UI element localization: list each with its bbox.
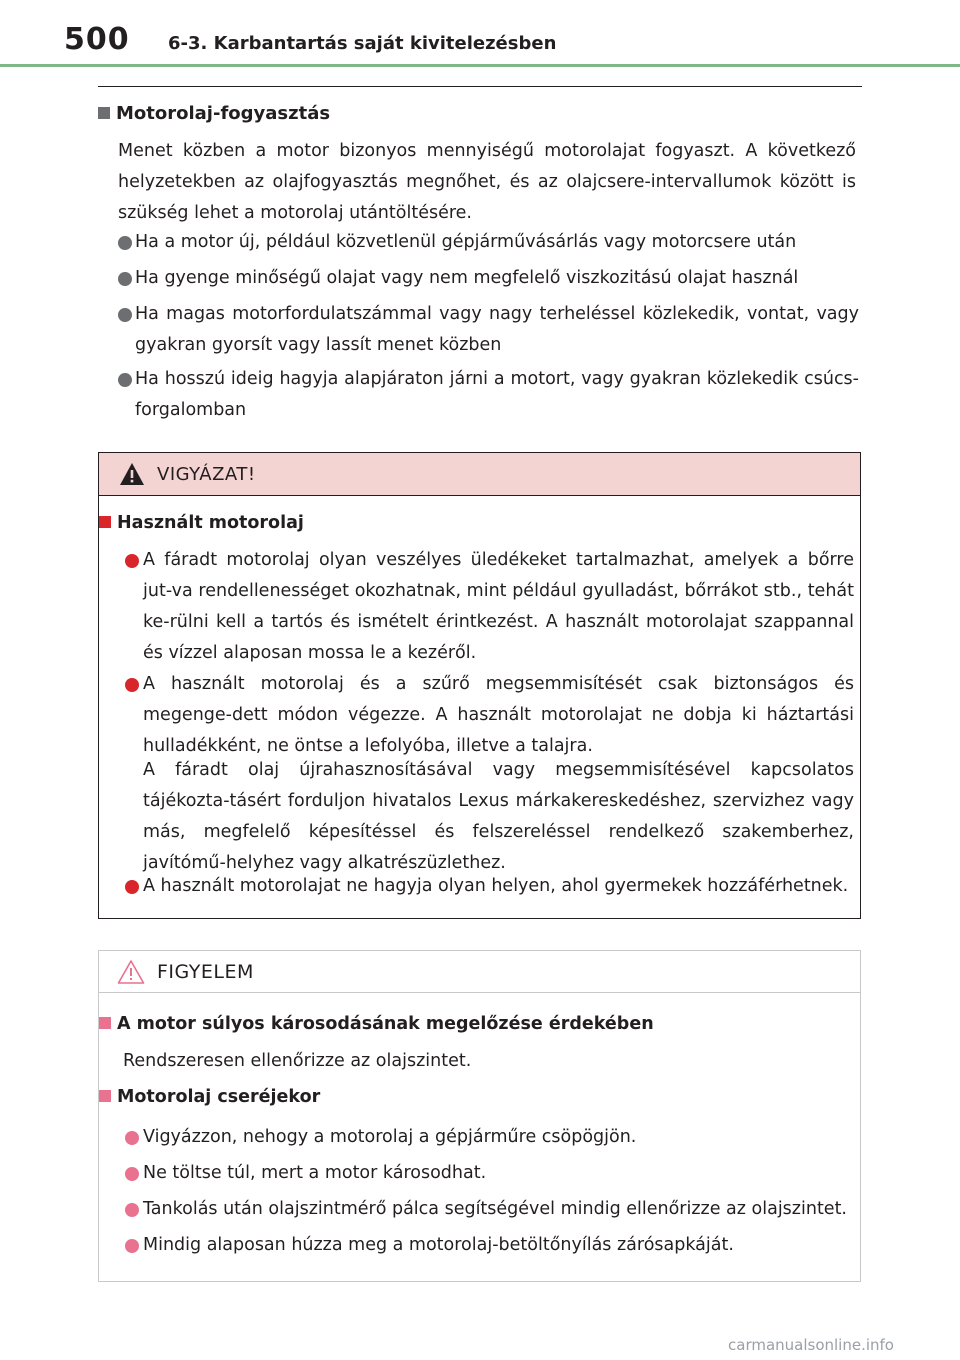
chapter-title: 6-3. Karbantartás saját kivitelezésben xyxy=(168,33,557,54)
list-item: Ha hosszú ideig hagyja alapjáraton járni a motort, vagy gyakran közlekedik csúcs-forgalomban xyxy=(135,369,859,420)
list-item: Ha a motor új, például közvetlenül gépjárművásárlás vagy motorcsere után xyxy=(135,232,797,252)
list-item: Mindig alaposan húzza meg a motorolaj-betöltőnyílás zárósapkáját. xyxy=(143,1235,734,1255)
bullet-dot-icon xyxy=(118,373,132,387)
header-rule xyxy=(0,64,960,67)
square-bullet-icon xyxy=(99,1090,111,1102)
notice-box xyxy=(98,950,861,1282)
notice-header xyxy=(99,951,860,993)
warning-header xyxy=(99,453,860,496)
bullet-dot-icon xyxy=(125,554,139,568)
notice-subheading: Motorolaj cseréjekor xyxy=(99,1087,320,1107)
bullet-dot-icon xyxy=(125,880,139,894)
bullet-dot-icon xyxy=(125,1239,139,1253)
content-divider xyxy=(98,86,862,87)
square-bullet-icon xyxy=(99,516,111,528)
bullet-dot-icon xyxy=(118,236,132,250)
warning-title: VIGYÁZAT! xyxy=(157,464,256,485)
bullet-dot-icon xyxy=(125,1131,139,1145)
warning-triangle-icon xyxy=(119,462,145,486)
watermark: carmanualsonline.info xyxy=(728,1336,894,1354)
notice-subheading: A motor súlyos károsodásának megelőzése érdekében xyxy=(99,1014,654,1034)
list-item: A fáradt motorolaj olyan veszélyes üledékeket tartalmazhat, amelyek a bőrre jut-va rendellenességet okozhatnak, mint például gyulladást, bőrrákot stb., tehát ke-rülni kell a tartós és ismételt érintkezést. A használt motorolajat szappannal és vízzel alaposan mossa le a kezéről. xyxy=(143,550,854,663)
list-item-continuation: A fáradt olaj újrahasznosításával vagy megsemmisítésével kapcsolatos tájékozta-tásért forduljon hivatalos Lexus márkakereskedéshez, szervizhez vagy más, megfelelő képesítéssel és felszereléssel rendelkező szakemberhez, javítómű-helyhez vagy alkatrészüzlethez. xyxy=(143,760,854,873)
list-item: A használt motorolajat ne hagyja olyan helyen, ahol gyermekek hozzáférhetnek. xyxy=(143,876,849,896)
list-item: Tankolás után olajszintmérő pálca segítségével mindig ellenőrizze az olajszintet. xyxy=(143,1199,847,1219)
caution-triangle-icon xyxy=(117,959,145,985)
notice-text: Rendszeresen ellenőrizze az olajszintet. xyxy=(123,1051,472,1071)
page-header xyxy=(0,0,960,70)
warning-box xyxy=(98,452,861,919)
list-item: Ha gyenge minőségű olajat vagy nem megfelelő viszkozitású olajat használ xyxy=(135,268,799,288)
list-item: Ha magas motorfordulatszámmal vagy nagy terheléssel közlekedik, vontat, vagy gyakran gyorsít vagy lassít menet közben xyxy=(135,304,859,355)
notice-title: FIGYELEM xyxy=(157,961,254,983)
bullet-dot-icon xyxy=(118,308,132,322)
list-item: Vigyázzon, nehogy a motorolaj a gépjárműre csöpögjön. xyxy=(143,1127,637,1147)
square-bullet-icon xyxy=(99,1017,111,1029)
list-item: Ne töltse túl, mert a motor károsodhat. xyxy=(143,1163,487,1183)
bullet-dot-icon xyxy=(125,1203,139,1217)
bullet-dot-icon xyxy=(118,272,132,286)
square-bullet-icon xyxy=(98,107,110,119)
list-item: A használt motorolaj és a szűrő megsemmisítését csak biztonságos és megenge-dett módon végezze. A használt motorolajat ne dobja ki háztartási hulladékként, ne öntse a lefolyóba, illetve a talajra. xyxy=(143,674,854,756)
warning-subheading: Használt motorolaj xyxy=(99,513,304,533)
section-intro: Menet közben a motor bizonyos mennyiségű motorolajat fogyaszt. A következő helyzetekben az olajfogyasztás megnőhet, és az olajcsere-intervallumok között is szükség lehet a motorolaj utántöltésére. xyxy=(118,141,856,223)
bullet-dot-icon xyxy=(125,1167,139,1181)
page-number: 500 xyxy=(64,22,130,57)
bullet-dot-icon xyxy=(125,678,139,692)
section-heading: Motorolaj-fogyasztás xyxy=(98,103,330,124)
